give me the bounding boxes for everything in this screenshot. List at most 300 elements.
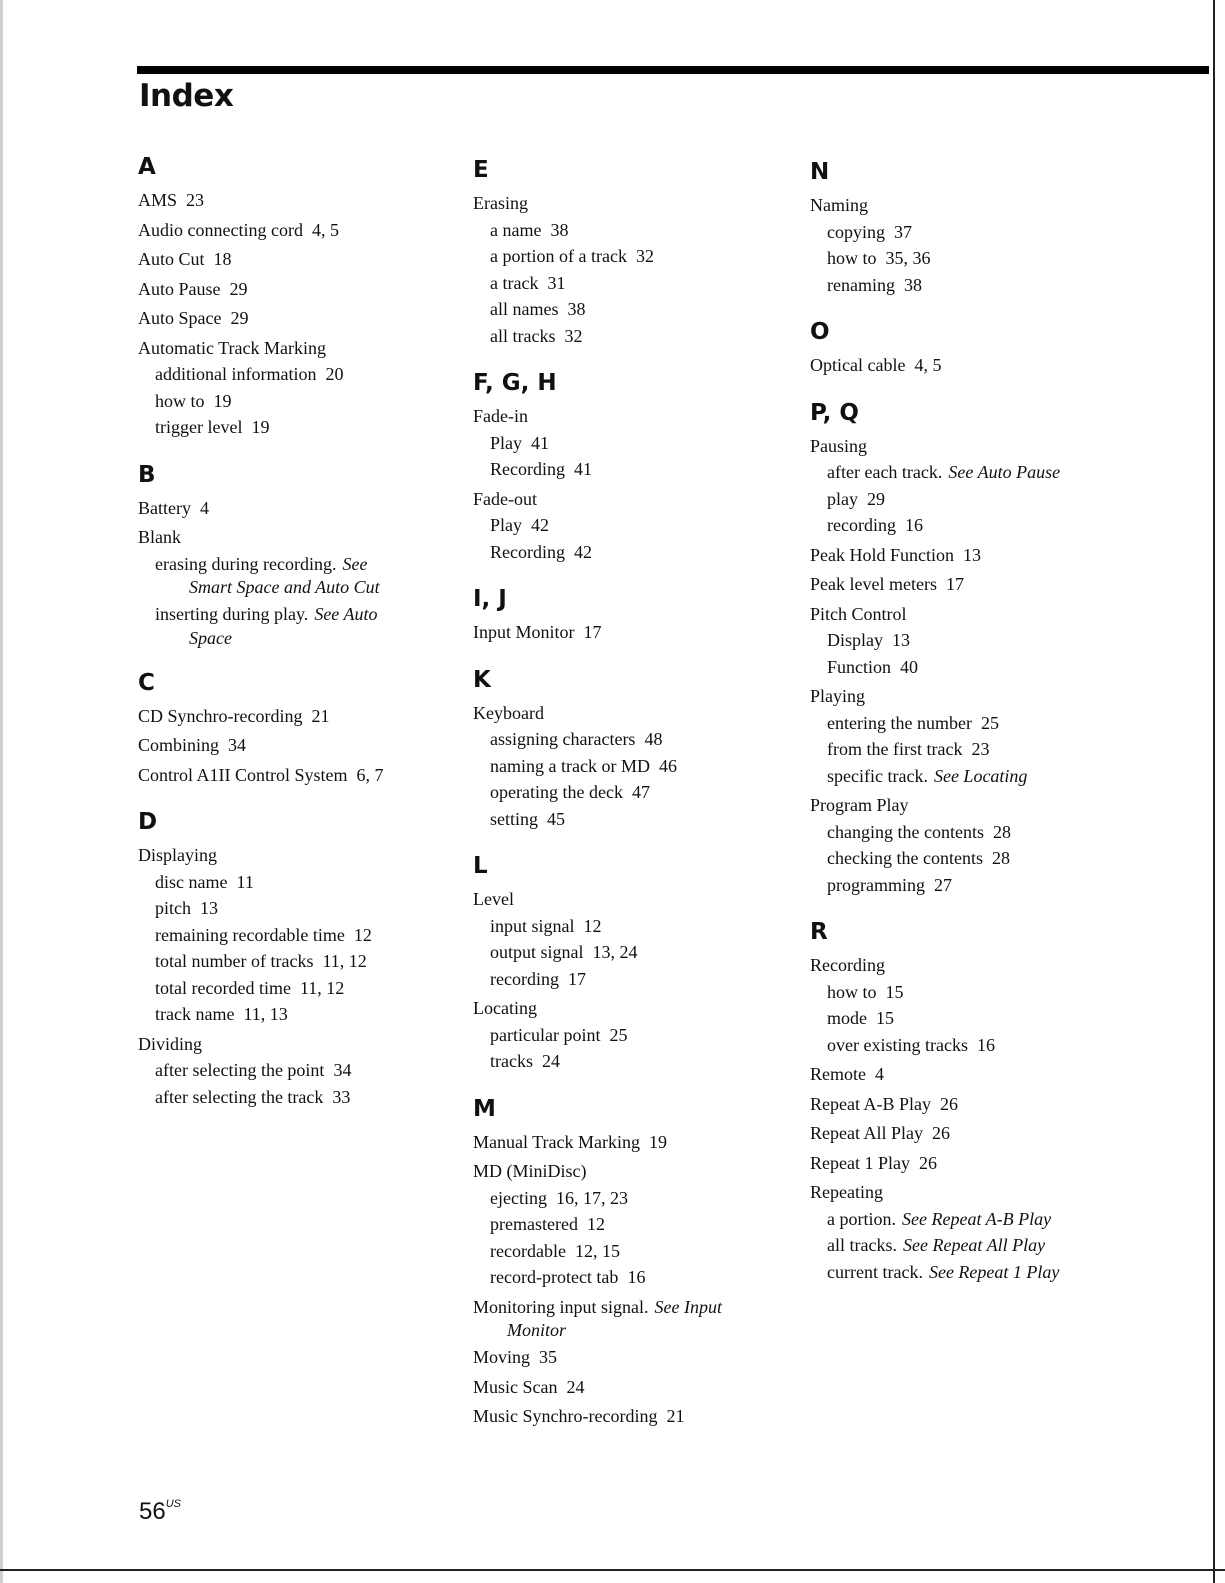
entry-term: Peak Hold Function bbox=[810, 544, 954, 565]
entry-pages: 13 bbox=[200, 898, 218, 918]
scan-edge-bottom bbox=[0, 1569, 1225, 1571]
entry-pages: 4 bbox=[875, 1064, 884, 1084]
entry-term: changing the contents bbox=[827, 821, 984, 842]
entry-term: Auto Cut bbox=[138, 249, 205, 269]
entry-term: disc name bbox=[155, 871, 228, 892]
entry-term: Function bbox=[827, 656, 892, 677]
entry-pages: 26 bbox=[939, 1093, 958, 1114]
entry-pages: 29 bbox=[230, 308, 249, 328]
index-subentry bbox=[473, 1264, 803, 1291]
entry-term: current track. bbox=[827, 1261, 923, 1282]
entry-pages: 46 bbox=[658, 755, 677, 776]
entry-term: Optical cable bbox=[810, 355, 906, 375]
entry-pages: 17 bbox=[583, 622, 602, 642]
entry-pages: 16, 17, 23 bbox=[555, 1187, 628, 1208]
entry-term: all names bbox=[490, 299, 559, 319]
index-entry bbox=[138, 842, 468, 869]
entry-pages: 42 bbox=[531, 515, 550, 535]
entry-term: from the first track bbox=[827, 739, 963, 759]
entry-term: how to bbox=[827, 981, 877, 1002]
index-subentry bbox=[810, 763, 1140, 790]
entry-term: tracks bbox=[490, 1051, 533, 1071]
index-subentry bbox=[810, 459, 1140, 486]
page-title: Index bbox=[139, 78, 234, 114]
index-subentry bbox=[473, 243, 803, 270]
index-subentry bbox=[473, 512, 803, 539]
index-subentry bbox=[810, 1032, 1140, 1059]
index-entry bbox=[473, 995, 803, 1022]
index-subentry bbox=[138, 414, 468, 441]
entry-pages: 32 bbox=[635, 246, 654, 266]
entry-term: Pausing bbox=[810, 435, 868, 456]
index-subentry bbox=[473, 323, 803, 350]
entry-pages: 23 bbox=[971, 739, 990, 759]
page-number bbox=[139, 1498, 181, 1526]
entry-term: MD (MiniDisc) bbox=[473, 1161, 587, 1181]
entry-term: Repeat All Play bbox=[810, 1123, 923, 1143]
entry-term: Remote bbox=[810, 1064, 866, 1084]
entry-term: programming bbox=[827, 874, 925, 895]
entry-pages: 13 bbox=[892, 630, 910, 650]
index-entry bbox=[138, 335, 468, 362]
entry-pages: 34 bbox=[333, 1060, 352, 1080]
index-subentry bbox=[810, 845, 1140, 872]
index-section bbox=[810, 155, 1140, 298]
index-section bbox=[810, 915, 1140, 1285]
entry-pages: 23 bbox=[186, 190, 205, 210]
index-entry bbox=[138, 187, 468, 214]
entry-term: assigning characters bbox=[490, 729, 636, 749]
entry-pages: 42 bbox=[573, 541, 592, 562]
index-subentry bbox=[810, 654, 1140, 681]
index-entry bbox=[138, 703, 468, 730]
entry-term: Pitch Control bbox=[810, 603, 907, 624]
index-entry bbox=[810, 571, 1140, 598]
entry-pages: 38 bbox=[567, 299, 586, 319]
entry-pages: 33 bbox=[332, 1086, 351, 1107]
index-subentry bbox=[810, 627, 1140, 654]
index-entry bbox=[138, 276, 468, 303]
entry-see-reference: See Auto bbox=[314, 604, 378, 624]
index-subentry bbox=[810, 710, 1140, 737]
index-entry bbox=[473, 190, 803, 217]
index-section bbox=[138, 458, 468, 649]
entry-term: Repeat 1 Play bbox=[810, 1152, 910, 1173]
entry-see-reference: See Repeat 1 Play bbox=[928, 1261, 1060, 1282]
entry-pages: 4, 5 bbox=[914, 355, 942, 375]
entry-term: recording bbox=[490, 968, 559, 989]
index-subentry bbox=[810, 1259, 1140, 1286]
entry-pages: 17 bbox=[945, 574, 964, 594]
entry-pages: 24 bbox=[541, 1051, 560, 1071]
entry-pages: 27 bbox=[933, 874, 952, 895]
index-subentry bbox=[473, 456, 803, 483]
entry-term: Locating bbox=[473, 998, 537, 1018]
entry-term: record-protect tab bbox=[490, 1267, 619, 1287]
index-subentry bbox=[138, 948, 468, 975]
entry-pages: 32 bbox=[564, 325, 583, 346]
section-letter: C bbox=[138, 669, 155, 696]
entry-pages: 16 bbox=[976, 1034, 995, 1055]
entry-term: after selecting the point bbox=[155, 1060, 325, 1080]
entry-pages: 12, 15 bbox=[574, 1240, 620, 1261]
index-entry bbox=[810, 1120, 1140, 1147]
index-column-1 bbox=[138, 150, 468, 1127]
index-subentry bbox=[810, 219, 1140, 246]
section-letter: A bbox=[138, 154, 156, 180]
index-subentry bbox=[138, 1001, 468, 1028]
entry-pages: 48 bbox=[644, 729, 663, 749]
entry-term: Peak level meters bbox=[810, 574, 937, 594]
entry-pages: 12 bbox=[586, 1214, 605, 1234]
section-letter: I, J bbox=[473, 586, 507, 612]
index-entry bbox=[138, 732, 468, 759]
entry-pages: 4, 5 bbox=[311, 219, 339, 240]
entry-term: how to bbox=[155, 390, 205, 411]
index-subentry bbox=[810, 872, 1140, 899]
entry-term: ejecting bbox=[490, 1187, 547, 1208]
entry-see-reference: See Auto Pause bbox=[948, 462, 1061, 482]
index-section bbox=[473, 663, 803, 833]
entry-see-target: Monitor bbox=[507, 1320, 567, 1340]
entry-pages: 38 bbox=[550, 219, 569, 240]
section-letter: L bbox=[473, 853, 488, 879]
index-subentry bbox=[473, 1211, 803, 1238]
index-subentry bbox=[473, 1048, 803, 1075]
entry-term: Combining bbox=[138, 735, 220, 755]
entry-term: Naming bbox=[810, 195, 868, 215]
entry-pages: 19 bbox=[213, 390, 232, 411]
entry-term: AMS bbox=[138, 190, 178, 210]
index-section bbox=[473, 849, 803, 1075]
entry-term: total number of tracks bbox=[155, 951, 314, 971]
index-subentry bbox=[473, 726, 803, 753]
entry-term: all tracks bbox=[490, 325, 556, 346]
index-entry bbox=[138, 246, 468, 273]
entry-pages: 40 bbox=[900, 656, 919, 677]
index-subentry bbox=[810, 272, 1140, 299]
index-subentry bbox=[810, 819, 1140, 846]
entry-pages: 26 bbox=[931, 1123, 950, 1143]
entry-term: Blank bbox=[138, 527, 181, 547]
entry-pages: 38 bbox=[903, 274, 922, 295]
entry-pages: 19 bbox=[251, 417, 270, 437]
entry-term: all tracks. bbox=[827, 1235, 897, 1255]
scan-edge-right bbox=[1213, 0, 1215, 1583]
index-entry bbox=[473, 700, 803, 727]
index-entry bbox=[473, 619, 803, 646]
index-entry bbox=[810, 952, 1140, 979]
index-subentry bbox=[473, 806, 803, 833]
index-column-2 bbox=[473, 153, 803, 1447]
entry-term: after selecting the track bbox=[155, 1086, 324, 1107]
entry-term: Fade-out bbox=[473, 488, 537, 509]
index-entry bbox=[810, 192, 1140, 219]
index-subentry bbox=[138, 551, 468, 599]
entry-term: Dividing bbox=[138, 1033, 203, 1054]
entry-pages: 11, 12 bbox=[299, 977, 345, 998]
entry-term: Automatic Track Marking bbox=[138, 337, 326, 358]
entry-term: Input Monitor bbox=[473, 622, 575, 642]
index-subentry bbox=[810, 512, 1140, 539]
entry-pages: 28 bbox=[991, 848, 1010, 868]
entry-term: Level bbox=[473, 889, 514, 909]
entry-term: Manual Track Marking bbox=[473, 1131, 640, 1152]
index-entry bbox=[473, 1344, 803, 1371]
entry-term: Play bbox=[490, 515, 523, 535]
index-section bbox=[138, 150, 468, 441]
entry-pages: 29 bbox=[229, 278, 248, 299]
index-entry bbox=[810, 352, 1140, 379]
index-subentry bbox=[473, 1238, 803, 1265]
entry-term: naming a track or MD bbox=[490, 755, 650, 776]
index-section bbox=[810, 315, 1140, 379]
index-entry bbox=[810, 1179, 1140, 1206]
index-subentry bbox=[810, 1206, 1140, 1233]
entry-pages: 11, 13 bbox=[243, 1004, 288, 1024]
entry-pages: 13, 24 bbox=[592, 942, 638, 962]
index-entry bbox=[473, 1294, 803, 1342]
entry-see-reference: See Repeat All Play bbox=[902, 1235, 1046, 1255]
entry-see-reference: See Locating bbox=[933, 765, 1028, 786]
index-entry bbox=[473, 1158, 803, 1185]
section-letter: R bbox=[810, 919, 828, 945]
index-section bbox=[138, 666, 468, 789]
entry-term: Battery bbox=[138, 497, 191, 518]
index-subentry bbox=[138, 601, 468, 649]
section-letter: D bbox=[138, 809, 158, 835]
entry-term: Fade-in bbox=[473, 406, 528, 426]
entry-term: Displaying bbox=[138, 845, 217, 865]
entry-pages: 47 bbox=[631, 782, 650, 802]
entry-pages: 16 bbox=[627, 1267, 646, 1287]
entry-term: entering the number bbox=[827, 712, 972, 733]
index-subentry bbox=[473, 217, 803, 244]
entry-term: remaining recordable time bbox=[155, 924, 345, 945]
entry-term: setting bbox=[490, 808, 538, 829]
entry-term: Play bbox=[490, 432, 523, 453]
index-entry bbox=[810, 1091, 1140, 1118]
section-letter: E bbox=[473, 157, 489, 183]
index-subentry bbox=[473, 779, 803, 806]
entry-term: Keyboard bbox=[473, 702, 544, 723]
entry-pages: 37 bbox=[894, 221, 912, 242]
entry-term: operating the deck bbox=[490, 782, 623, 802]
entry-see-reference: See Input bbox=[654, 1296, 722, 1317]
entry-term: over existing tracks bbox=[827, 1034, 968, 1055]
index-subentry bbox=[473, 753, 803, 780]
entry-see-target: Space bbox=[189, 627, 232, 648]
entry-pages: 29 bbox=[867, 488, 885, 509]
entry-pages: 15 bbox=[876, 1008, 894, 1028]
entry-term: premastered bbox=[490, 1214, 578, 1234]
entry-pages: 13 bbox=[963, 544, 981, 565]
entry-term: Recording bbox=[490, 459, 565, 479]
section-letter: B bbox=[138, 461, 156, 488]
entry-pages: 21 bbox=[311, 705, 330, 726]
entry-pages: 18 bbox=[213, 249, 232, 269]
index-subentry bbox=[138, 869, 468, 896]
index-column-3 bbox=[810, 155, 1140, 1302]
entry-term: Audio connecting cord bbox=[138, 219, 303, 240]
entry-term: Music Scan bbox=[473, 1376, 558, 1397]
index-entry bbox=[138, 524, 468, 551]
entry-pages: 12 bbox=[583, 915, 602, 936]
entry-see-target: Smart Space and Auto Cut bbox=[189, 577, 380, 597]
index-entry bbox=[473, 486, 803, 513]
entry-term: recordable bbox=[490, 1240, 566, 1261]
scan-edge-left bbox=[0, 0, 3, 1583]
header-rule bbox=[137, 66, 1209, 74]
entry-term: recording bbox=[827, 515, 896, 535]
index-subentry bbox=[473, 270, 803, 297]
index-entry bbox=[810, 792, 1140, 819]
entry-pages: 20 bbox=[325, 364, 344, 384]
index-subentry bbox=[473, 539, 803, 566]
index-subentry bbox=[138, 1084, 468, 1111]
entry-term: erasing during recording. bbox=[155, 553, 337, 574]
index-subentry bbox=[810, 979, 1140, 1006]
section-letter: M bbox=[473, 1095, 496, 1122]
index-section bbox=[473, 153, 803, 349]
entry-term: play bbox=[827, 488, 858, 509]
entry-pages: 11, 12 bbox=[322, 951, 367, 971]
index-entry bbox=[138, 217, 468, 244]
entry-term: Display bbox=[827, 630, 883, 650]
index-subentry bbox=[473, 1185, 803, 1212]
index-subentry bbox=[810, 1232, 1140, 1259]
index-entry bbox=[810, 1061, 1140, 1088]
entry-term: mode bbox=[827, 1008, 867, 1028]
entry-term: track name bbox=[155, 1004, 235, 1024]
entry-pages: 21 bbox=[666, 1406, 685, 1426]
index-entry bbox=[810, 1150, 1140, 1177]
entry-pages: 41 bbox=[531, 432, 550, 453]
entry-term: renaming bbox=[827, 274, 895, 295]
index-section bbox=[473, 1092, 803, 1430]
entry-term: after each track. bbox=[827, 462, 943, 482]
index-section bbox=[138, 805, 468, 1110]
entry-pages: 11 bbox=[236, 871, 254, 892]
index-entry bbox=[138, 305, 468, 332]
entry-see-reference: See Repeat A-B Play bbox=[902, 1208, 1052, 1229]
index-subentry bbox=[473, 913, 803, 940]
page-number-value: 56 bbox=[139, 1498, 166, 1525]
index-subentry bbox=[473, 966, 803, 993]
entry-see-reference: See bbox=[342, 553, 368, 574]
entry-term: Program Play bbox=[810, 795, 909, 815]
entry-term: Recording bbox=[490, 541, 565, 562]
index-entry bbox=[810, 542, 1140, 569]
index-section bbox=[473, 582, 803, 646]
section-letter: K bbox=[473, 666, 491, 693]
entry-term: copying bbox=[827, 221, 885, 242]
entry-term: Auto Space bbox=[138, 308, 222, 328]
index-entry bbox=[473, 1403, 803, 1430]
index-entry bbox=[138, 495, 468, 522]
index-subentry bbox=[810, 1005, 1140, 1032]
index-subentry bbox=[138, 388, 468, 415]
entry-pages: 15 bbox=[885, 981, 904, 1002]
entry-pages: 35 bbox=[539, 1347, 558, 1367]
index-entry bbox=[473, 886, 803, 913]
entry-pages: 28 bbox=[992, 821, 1011, 842]
entry-pages: 17 bbox=[567, 968, 586, 989]
entry-pages: 35, 36 bbox=[885, 248, 931, 268]
entry-term: Control A1II Control System bbox=[138, 764, 348, 785]
entry-term: a portion of a track bbox=[490, 246, 627, 266]
index-entry bbox=[810, 683, 1140, 710]
entry-term: Recording bbox=[810, 955, 885, 975]
entry-term: inserting during play. bbox=[155, 604, 309, 624]
index-subentry bbox=[473, 296, 803, 323]
entry-pages: 24 bbox=[566, 1376, 585, 1397]
entry-pages: 12 bbox=[353, 924, 372, 945]
entry-term: output signal bbox=[490, 942, 584, 962]
index-subentry bbox=[810, 736, 1140, 763]
index-subentry bbox=[138, 361, 468, 388]
entry-pages: 19 bbox=[648, 1131, 667, 1152]
index-entry bbox=[810, 601, 1140, 628]
index-subentry bbox=[473, 939, 803, 966]
section-letter: N bbox=[810, 159, 830, 185]
entry-term: particular point bbox=[490, 1024, 601, 1045]
index-entry bbox=[810, 433, 1140, 460]
entry-term: pitch bbox=[155, 898, 191, 918]
index-subentry bbox=[138, 1057, 468, 1084]
entry-pages: 31 bbox=[547, 272, 566, 293]
index-entry bbox=[473, 1129, 803, 1156]
index-section bbox=[473, 366, 803, 565]
entry-term: Auto Pause bbox=[138, 278, 221, 299]
index-subentry bbox=[138, 975, 468, 1002]
section-letter: F, G, H bbox=[473, 370, 557, 396]
entry-pages: 41 bbox=[573, 459, 592, 479]
index-section bbox=[810, 396, 1140, 899]
entry-term: input signal bbox=[490, 915, 575, 936]
entry-term: CD Synchro-recording bbox=[138, 705, 303, 726]
entry-term: trigger level bbox=[155, 417, 243, 437]
entry-term: Repeat A-B Play bbox=[810, 1093, 931, 1114]
section-letter: O bbox=[810, 319, 830, 345]
entry-term: Monitoring input signal. bbox=[473, 1296, 649, 1317]
entry-term: specific track. bbox=[827, 765, 928, 786]
index-entry bbox=[473, 1374, 803, 1401]
entry-term: a track bbox=[490, 272, 539, 293]
index-subentry bbox=[810, 486, 1140, 513]
entry-term: a name bbox=[490, 219, 542, 240]
index-entry bbox=[473, 403, 803, 430]
index-subentry bbox=[810, 245, 1140, 272]
entry-term: additional information bbox=[155, 364, 317, 384]
entry-term: how to bbox=[827, 248, 877, 268]
entry-pages: 16 bbox=[904, 515, 923, 535]
index-subentry bbox=[138, 922, 468, 949]
entry-pages: 26 bbox=[918, 1152, 937, 1173]
entry-pages: 6, 7 bbox=[356, 764, 384, 785]
entry-pages: 4 bbox=[199, 497, 209, 518]
page-number-suffix: US bbox=[165, 1498, 181, 1510]
entry-term: Moving bbox=[473, 1347, 531, 1367]
entry-term: a portion. bbox=[827, 1208, 896, 1229]
entry-term: Music Synchro-recording bbox=[473, 1406, 658, 1426]
entry-term: Playing bbox=[810, 686, 866, 706]
section-letter: P, Q bbox=[810, 399, 859, 426]
entry-term: total recorded time bbox=[155, 977, 291, 998]
entry-term: checking the contents bbox=[827, 848, 983, 868]
index-entry bbox=[138, 762, 468, 789]
index-subentry bbox=[473, 1022, 803, 1049]
